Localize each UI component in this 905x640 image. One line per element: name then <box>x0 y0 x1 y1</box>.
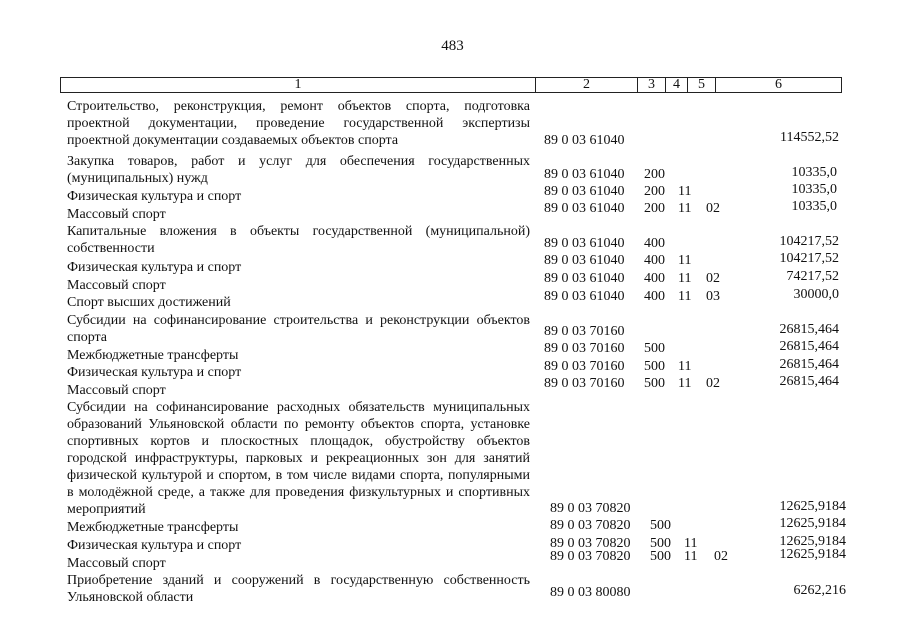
row-pr: 03 <box>706 289 720 304</box>
row-rz: 11 <box>678 376 692 391</box>
row-csr: 89 0 03 61040 <box>544 167 625 182</box>
row-vr: 400 <box>644 289 665 304</box>
row-amount: 74217,52 <box>786 269 839 284</box>
row-pr: 02 <box>706 376 720 391</box>
header-col-1: 1 <box>294 77 302 92</box>
row-amount: 10335,0 <box>791 182 837 197</box>
row-rz: 11 <box>684 536 698 551</box>
row-vr: 400 <box>644 236 665 251</box>
row-csr: 89 0 03 70160 <box>544 359 625 374</box>
row-description: Физическая культура и спорт <box>67 365 242 380</box>
row-vr: 400 <box>644 271 665 286</box>
row-csr: 89 0 03 61040 <box>544 201 625 216</box>
row-amount: 12625,9184 <box>779 516 846 531</box>
row-csr: 89 0 03 70160 <box>544 341 625 356</box>
row-amount: 10335,0 <box>791 165 837 180</box>
row-amount: 10335,0 <box>791 199 837 214</box>
row-description: Массовый спорт <box>67 207 166 222</box>
row-description: Межбюджетные трансферты <box>67 520 239 535</box>
row-amount: 12625,9184 <box>779 499 846 514</box>
row-amount: 6262,216 <box>793 583 846 598</box>
row-description: Физическая культура и спорт <box>67 260 242 275</box>
row-csr: 89 0 03 61040 <box>544 184 625 199</box>
row-csr: 89 0 03 70820 <box>550 549 631 564</box>
row-description: Субсидии на софинансирование строительства и реконструкции объектов спорта <box>67 313 530 345</box>
row-amount: 26815,464 <box>779 339 839 354</box>
row-description: Спорт высших достижений <box>67 295 231 310</box>
row-csr: 89 0 03 80080 <box>550 585 631 600</box>
row-description: Физическая культура и спорт <box>67 538 242 553</box>
row-rz: 11 <box>678 271 692 286</box>
header-col-2: 2 <box>535 78 637 92</box>
row-rz: 11 <box>684 549 698 564</box>
row-vr: 500 <box>650 518 671 533</box>
row-csr: 89 0 03 61040 <box>544 289 625 304</box>
row-rz: 11 <box>678 359 692 374</box>
row-description: Приобретение зданий и сооружений в государственную собственность Ульяновской области <box>67 573 530 605</box>
row-vr: 200 <box>644 201 665 216</box>
row-csr: 89 0 03 61040 <box>544 236 625 251</box>
row-rz: 11 <box>678 184 692 199</box>
row-amount: 26815,464 <box>779 322 839 337</box>
header-col-4: 4 <box>665 78 687 92</box>
row-vr: 500 <box>644 376 665 391</box>
page-number: 483 <box>441 38 464 54</box>
row-csr: 89 0 03 70820 <box>550 536 631 551</box>
row-vr: 500 <box>644 341 665 356</box>
row-description: Массовый спорт <box>67 556 166 571</box>
row-description: Субсидии на софинансирование расходных обязательств муниципальных образований Ульяновской области по ремонту объектов спорта, установке спортивных кортов и плоскостных площадок, обустройству объектов городской инфраструктуры, парковых и рекреационных зон для занятий физической культурой и спортом, в том числе видами спорта, популярными в молодёжной среде, а также для проведения физкультурных и спортивных мероприятий <box>67 400 530 517</box>
row-pr: 02 <box>706 271 720 286</box>
row-pr: 02 <box>706 201 720 216</box>
row-vr: 500 <box>650 536 671 551</box>
row-description: Массовый спорт <box>67 278 166 293</box>
row-csr: 89 0 03 70160 <box>544 324 625 339</box>
header-col-3: 3 <box>637 78 665 92</box>
row-amount: 104217,52 <box>779 234 839 249</box>
row-amount: 26815,464 <box>779 357 839 372</box>
row-amount: 26815,464 <box>779 374 839 389</box>
row-rz: 11 <box>678 289 692 304</box>
row-description: Закупка товаров, работ и услуг для обеспечения государственных (муниципальных) нужд <box>67 154 530 186</box>
row-csr: 89 0 03 61040 <box>544 133 625 148</box>
header-col-6: 6 <box>715 78 841 92</box>
row-csr: 89 0 03 70820 <box>550 518 631 533</box>
row-csr: 89 0 03 70160 <box>544 376 625 391</box>
row-vr: 500 <box>650 549 671 564</box>
row-description: Капитальные вложения в объекты государственной (муниципальной) собственности <box>67 224 530 256</box>
row-amount: 12625,9184 <box>779 547 846 562</box>
row-description: Массовый спорт <box>67 383 166 398</box>
row-rz: 11 <box>678 201 692 216</box>
row-vr: 200 <box>644 167 665 182</box>
row-amount: 114552,52 <box>780 130 839 145</box>
row-amount: 12625,9184 <box>779 534 846 549</box>
row-description: Межбюджетные трансферты <box>67 348 239 363</box>
row-amount: 30000,0 <box>793 287 839 302</box>
row-description: Физическая культура и спорт <box>67 189 242 204</box>
row-amount: 104217,52 <box>779 251 839 266</box>
row-vr: 200 <box>644 184 665 199</box>
row-description: Строительство, реконструкция, ремонт объектов спорта, подготовка проектной документации, проведение государственной экспертизы проектной документации создаваемых объектов спорта <box>67 99 530 148</box>
row-csr: 89 0 03 61040 <box>544 253 625 268</box>
header-col-5: 5 <box>687 78 715 92</box>
row-csr: 89 0 03 61040 <box>544 271 625 286</box>
row-csr: 89 0 03 70820 <box>550 501 631 516</box>
row-vr: 400 <box>644 253 665 268</box>
row-vr: 500 <box>644 359 665 374</box>
row-pr: 02 <box>714 549 728 564</box>
row-rz: 11 <box>678 253 692 268</box>
